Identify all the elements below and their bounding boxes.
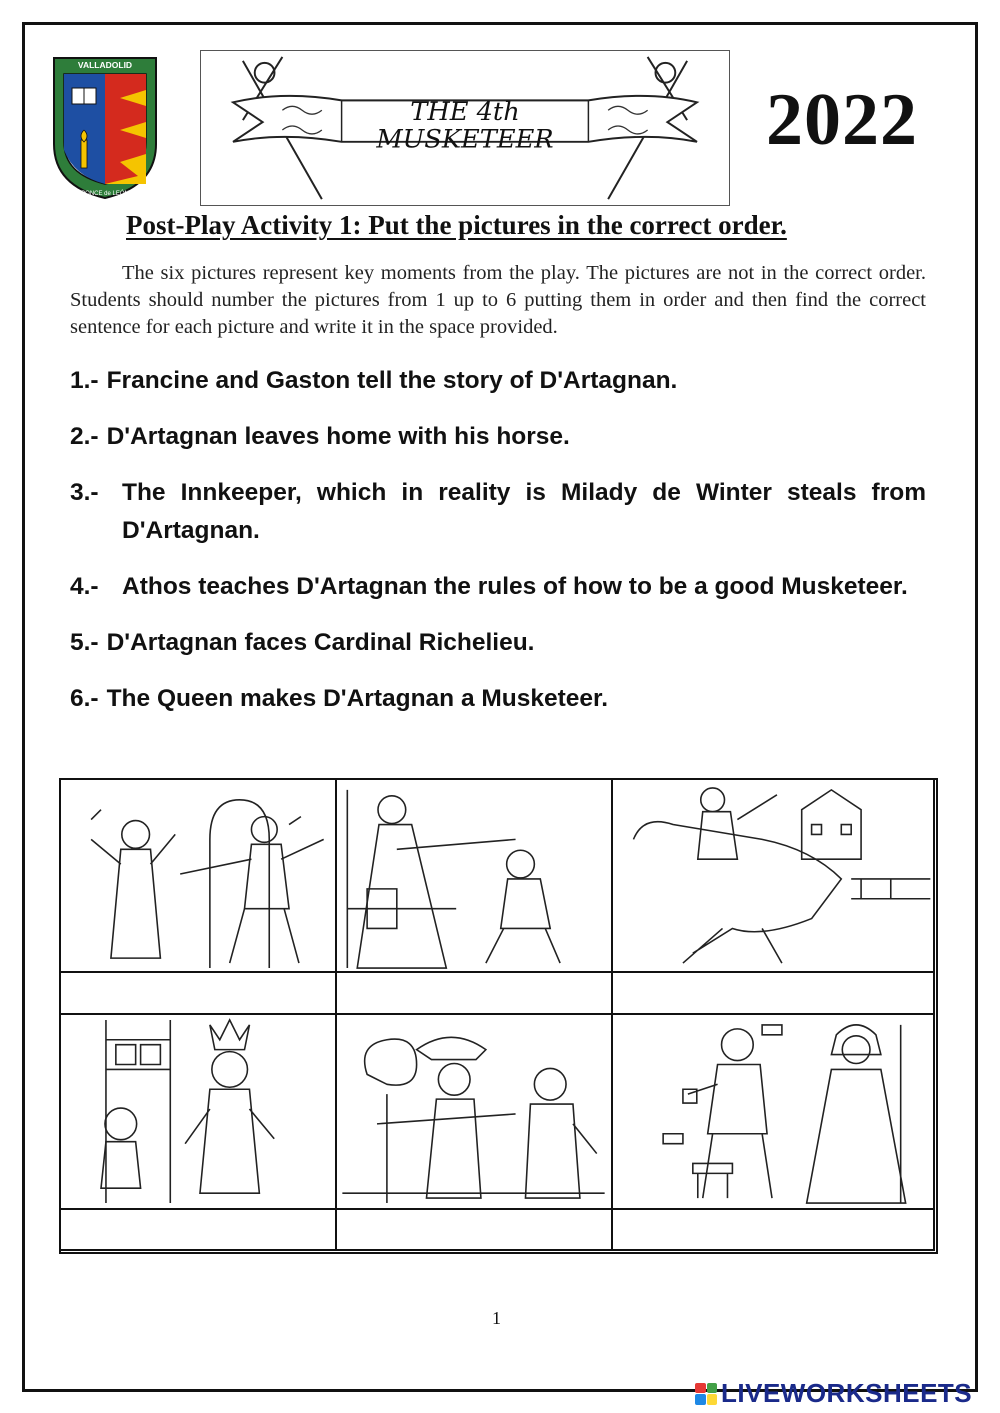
sentence-text: D'Artagnan faces Cardinal Richelieu. bbox=[106, 629, 535, 656]
sentence-text: D'Artagnan leaves home with his horse. bbox=[106, 423, 570, 450]
banner-line2: MUSKETEER bbox=[376, 124, 554, 155]
page-number: 1 bbox=[492, 1308, 501, 1328]
sentence-number: 6.- bbox=[70, 685, 99, 712]
sentence-number: 5.- bbox=[70, 629, 99, 656]
answer-box[interactable] bbox=[613, 973, 935, 1015]
sentence-item bbox=[70, 568, 926, 606]
answer-box[interactable] bbox=[61, 1210, 337, 1251]
picture-innkeeper-theft bbox=[613, 1015, 935, 1210]
activity-title: Post-Play Activity 1: Put the pictures in the correct order. bbox=[126, 210, 787, 240]
liveworksheets-logo bbox=[695, 1378, 972, 1409]
sentence-text: Francine and Gaston tell the story of D'Artagnan. bbox=[106, 367, 678, 394]
sentence-item bbox=[70, 624, 926, 662]
picture-horse-departure bbox=[613, 780, 935, 973]
crest-top-text: VALLADOLID bbox=[77, 60, 133, 70]
title-banner bbox=[200, 50, 730, 206]
sentence-number: 4.- bbox=[70, 573, 99, 600]
year-heading: 2022 bbox=[766, 79, 918, 161]
sentence-number: 1.- bbox=[70, 367, 99, 394]
sentence-item bbox=[70, 474, 926, 550]
picture-cardinal-duel bbox=[61, 780, 337, 973]
crest-bottom-text: PONCE de LEÓN bbox=[81, 191, 129, 197]
sentence-number: 3.- bbox=[70, 479, 99, 506]
sentence-text: The Queen makes D'Artagnan a Musketeer. bbox=[106, 685, 609, 712]
watermark-text: LIVEWORKSHEETS bbox=[721, 1378, 973, 1408]
sentence-number: 2.- bbox=[70, 423, 99, 450]
answer-box[interactable] bbox=[337, 1210, 613, 1251]
picture-storytellers bbox=[61, 1015, 337, 1210]
sentence-text: The Innkeeper, which in reality is Milady de Winter steals from D'Artagnan. bbox=[122, 479, 926, 544]
sentence-list bbox=[70, 362, 926, 736]
instructions-paragraph: The six pictures represent key moments from the play. The pictures are not in the correct order. Students should number the pictures from 1 up to 6 putting them in order and then find the correct sentence for each picture and write it in the space provided. bbox=[70, 262, 926, 338]
liveworksheets-mark-icon bbox=[695, 1383, 717, 1405]
school-crest-logo bbox=[50, 54, 160, 200]
answer-box[interactable] bbox=[613, 1210, 935, 1251]
sentence-item bbox=[70, 418, 926, 456]
picture-grid bbox=[59, 778, 938, 1254]
picture-athos-lesson bbox=[337, 1015, 613, 1210]
answer-box[interactable] bbox=[61, 973, 337, 1015]
sentence-item bbox=[70, 362, 926, 400]
sentence-item bbox=[70, 680, 926, 718]
answer-box[interactable] bbox=[337, 973, 613, 1015]
picture-queen-knighting bbox=[337, 780, 613, 973]
banner-line1: THE 4th bbox=[410, 97, 520, 128]
sentence-text: Athos teaches D'Artagnan the rules of how to be a good Musketeer. bbox=[122, 573, 908, 600]
